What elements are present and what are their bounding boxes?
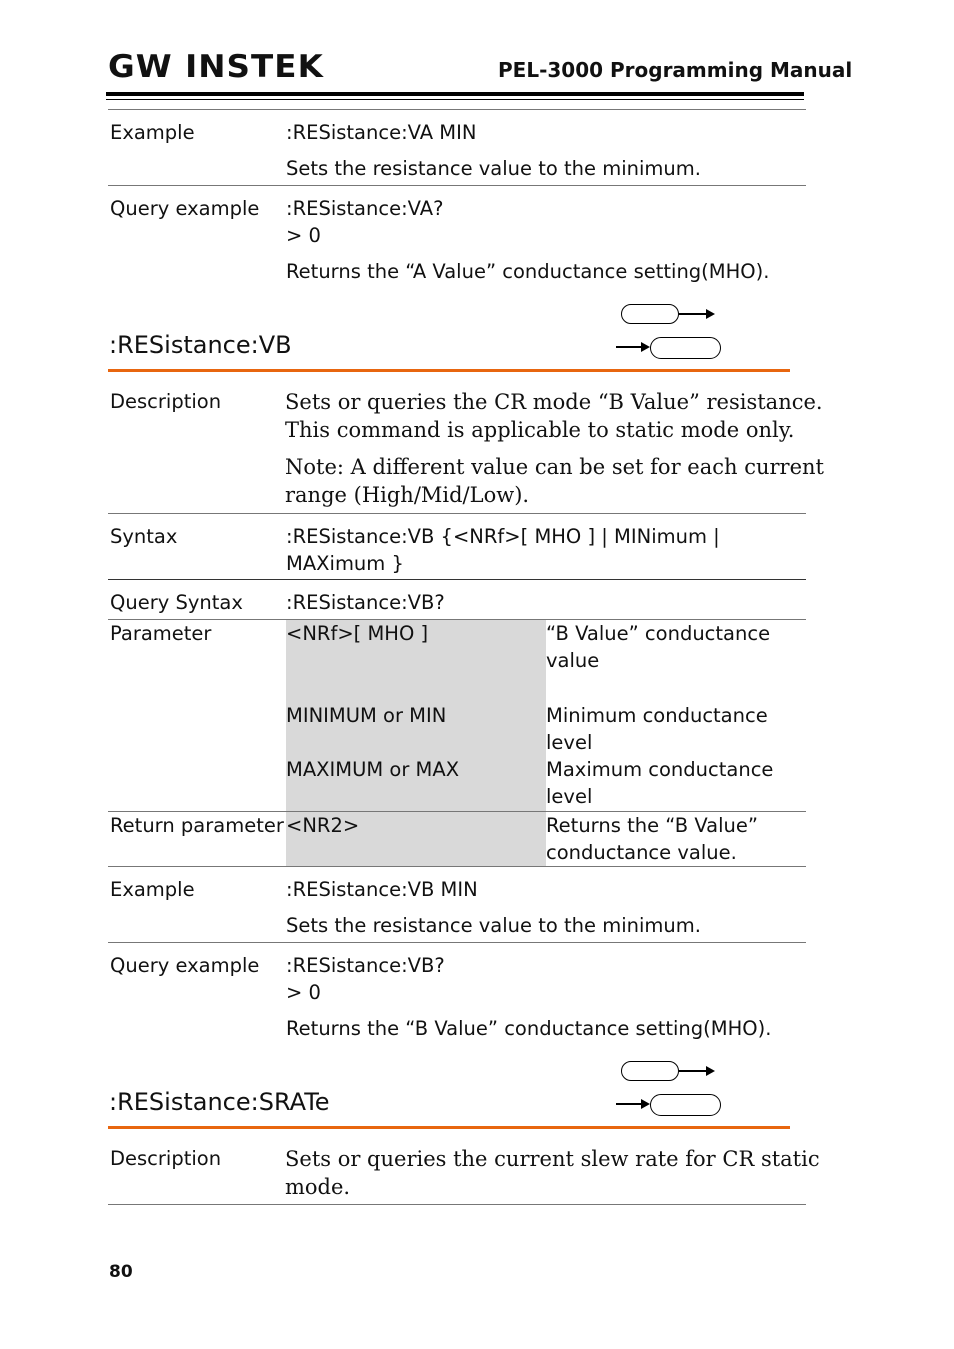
query-description: Returns the “A Value” conductance setting(MHO). [286, 260, 770, 283]
param-desc-line2: level [546, 731, 593, 754]
param-desc-line2: value [546, 649, 600, 672]
query-syntax-label: Query Syntax [110, 591, 243, 614]
section-heading-vb: :RESistance:VB [109, 331, 292, 359]
divider [108, 866, 806, 867]
query-response: > 0 [286, 981, 321, 1004]
description-line2: This command is applicable to static mode only. [285, 418, 795, 442]
param-name: <NRf>[ MHO ] [286, 622, 429, 645]
divider [108, 579, 806, 580]
query-example-label: Query example [110, 954, 260, 977]
section-rule-vb [108, 369, 790, 372]
description-label: Description [110, 390, 222, 413]
set-pill-icon [621, 1061, 679, 1081]
parameter-label: Parameter [110, 622, 212, 645]
page-number: 80 [109, 1262, 133, 1282]
manual-title: PEL-3000 Programming Manual [498, 58, 853, 82]
query-pill-icon [650, 337, 721, 359]
arrow-right-icon [641, 342, 650, 352]
query-example-label: Query example [110, 197, 260, 220]
section-rule-srate [108, 1126, 790, 1129]
query-command: :RESistance:VB? [286, 954, 445, 977]
description-label: Description [110, 1147, 222, 1170]
example-command: :RESistance:VB MIN [286, 878, 478, 901]
divider [108, 942, 806, 943]
param-name: MAXIMUM or MAX [286, 758, 460, 781]
query-response: > 0 [286, 224, 321, 247]
divider [108, 185, 806, 186]
syntax-line1: :RESistance:VB {<NRf>[ MHO ] | MINimum | [286, 525, 720, 548]
note-line2: range (High/Mid/Low). [285, 483, 530, 507]
arrow-right-icon [706, 309, 715, 319]
header-rule-thick [106, 92, 804, 96]
example-description: Sets the resistance value to the minimum. [286, 914, 701, 937]
arrow-right-icon [641, 1099, 650, 1109]
return-parameter-name: <NR2> [286, 814, 360, 837]
return-parameter-label: Return parameter [110, 814, 284, 837]
query-pill-icon [650, 1094, 721, 1116]
param-desc-line1: Minimum conductance [546, 704, 768, 727]
example-label: Example [110, 878, 195, 901]
return-desc-line1: Returns the “B Value” [546, 814, 758, 837]
arrow-right-icon [706, 1066, 715, 1076]
gw-instek-logo: GW INSTEK [108, 49, 324, 85]
description-line2: mode. [285, 1175, 351, 1199]
syntax-line2: MAXimum } [286, 552, 404, 575]
example-command: :RESistance:VA MIN [286, 121, 477, 144]
header-rule-thin [106, 99, 804, 100]
param-desc-line2: level [546, 785, 593, 808]
set-pill-icon [621, 304, 679, 324]
param-name: MINIMUM or MIN [286, 704, 447, 727]
param-desc-line1: Maximum conductance [546, 758, 774, 781]
section-heading-srate: :RESistance:SRATe [109, 1088, 330, 1116]
divider [108, 109, 806, 110]
return-desc-line2: conductance value. [546, 841, 737, 864]
note-line1: Note: A different value can be set for each current [285, 455, 824, 479]
description-line1: Sets or queries the current slew rate for CR static [285, 1147, 820, 1171]
example-description: Sets the resistance value to the minimum. [286, 157, 701, 180]
description-line1: Sets or queries the CR mode “B Value” resistance. [285, 390, 823, 414]
divider [108, 513, 806, 514]
query-command: :RESistance:VA? [286, 197, 444, 220]
example-label: Example [110, 121, 195, 144]
query-description: Returns the “B Value” conductance setting(MHO). [286, 1017, 772, 1040]
param-desc-line1: “B Value” conductance [546, 622, 771, 645]
syntax-label: Syntax [110, 525, 178, 548]
query-syntax: :RESistance:VB? [286, 591, 445, 614]
divider [108, 1204, 806, 1205]
